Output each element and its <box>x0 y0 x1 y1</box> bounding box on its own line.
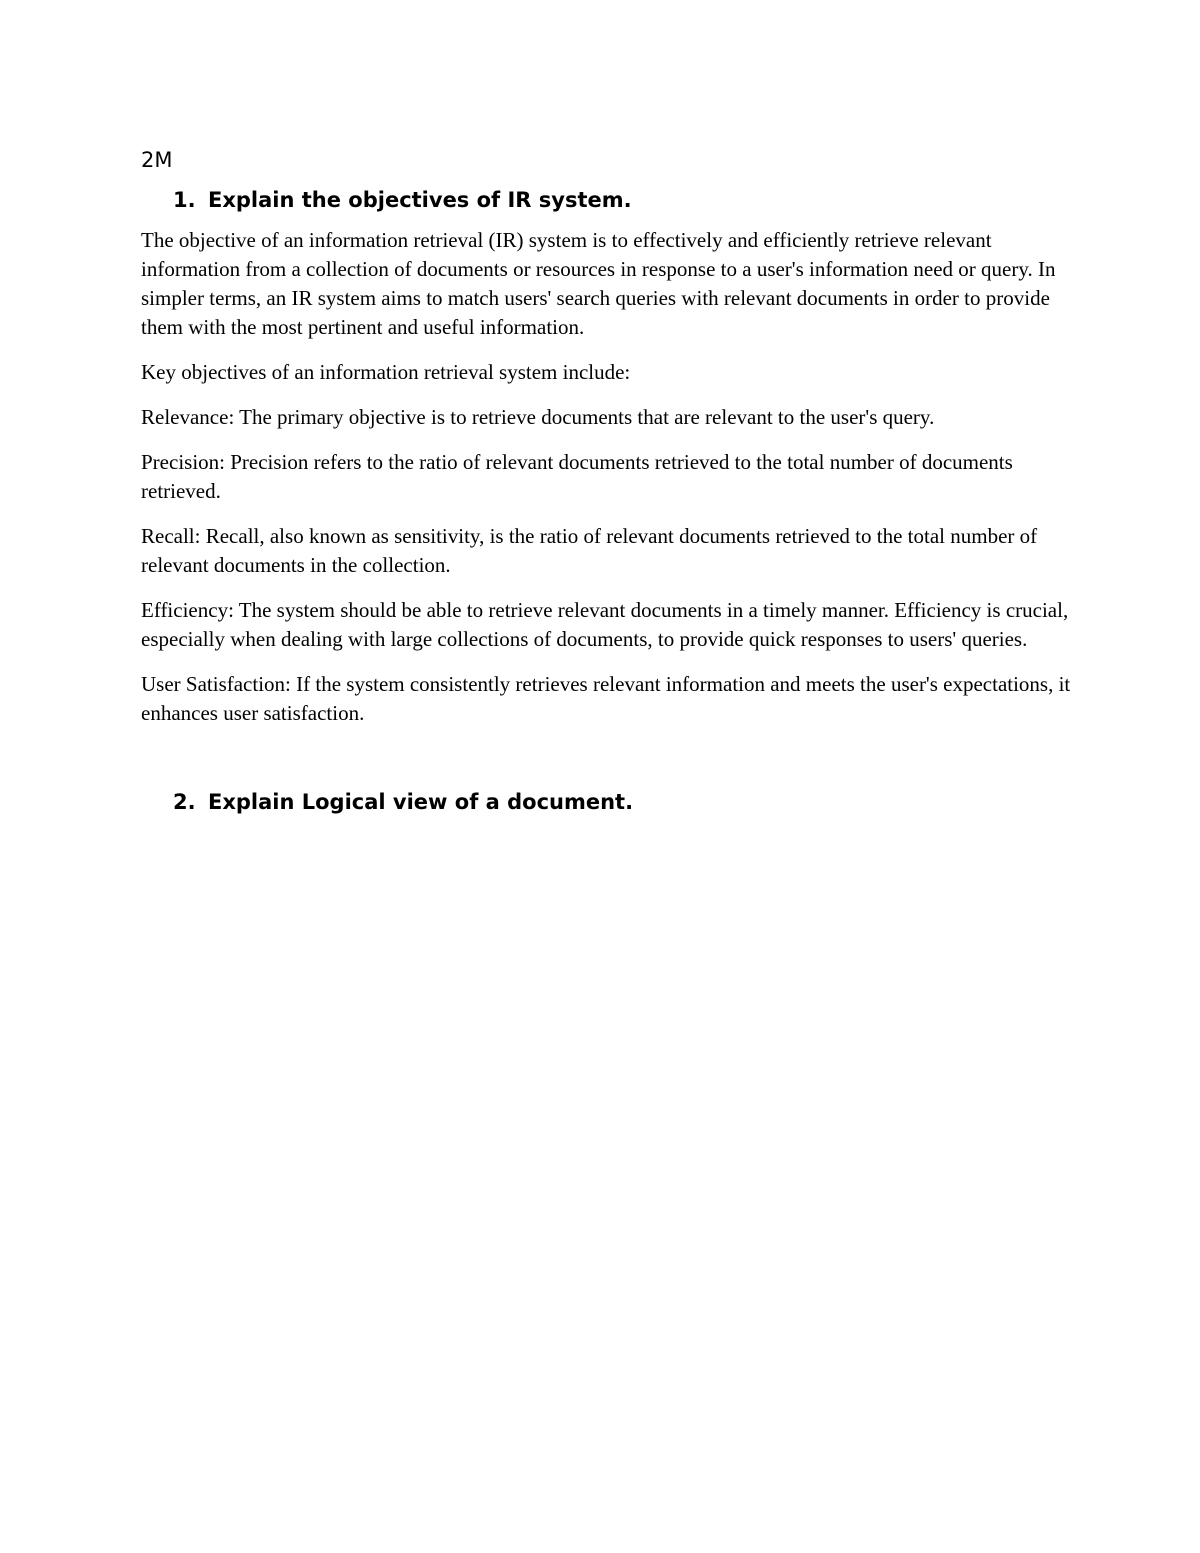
question-number: 1. <box>173 188 196 212</box>
question-title: Explain the objectives of IR system. <box>208 188 632 212</box>
document-body <box>141 142 1081 828</box>
section-label: 2M <box>141 148 173 172</box>
question-title: Explain Logical view of a document. <box>208 790 634 814</box>
answer-intro-paragraph: The objective of an information retrieval (IR) system is to effectively and efficiently retrieve relevant information from a collection of documents or resources in response to a user's information need or query. In simpler terms, an IR system aims to match users' search queries with relevant documents in order to provide them with the most pertinent and useful information. <box>141 228 1056 339</box>
objective-user-satisfaction: User Satisfaction: If the system consistently retrieves relevant information and meets the user's expectations, it enhances user satisfaction. <box>141 672 1071 725</box>
objective-recall: Recall: Recall, also known as sensitivity, is the ratio of relevant documents retrieved to the total number of relevant documents in the collection. <box>141 524 1038 577</box>
objective-relevance: Relevance: The primary objective is to retrieve documents that are relevant to the user's query. <box>141 405 935 429</box>
objective-precision: Precision: Precision refers to the ratio of relevant documents retrieved to the total number of documents retrieved. <box>141 450 1013 503</box>
question-1-heading <box>141 182 1081 218</box>
question-2-heading <box>141 784 1081 820</box>
key-objectives-lead: Key objectives of an information retrieval system include: <box>141 360 631 384</box>
question-number: 2. <box>173 790 196 814</box>
objective-efficiency: Efficiency: The system should be able to retrieve relevant documents in a timely manner. Efficiency is crucial, especially when dealing with large collections of documents, to provide quick responses to users' queries. <box>141 598 1069 651</box>
